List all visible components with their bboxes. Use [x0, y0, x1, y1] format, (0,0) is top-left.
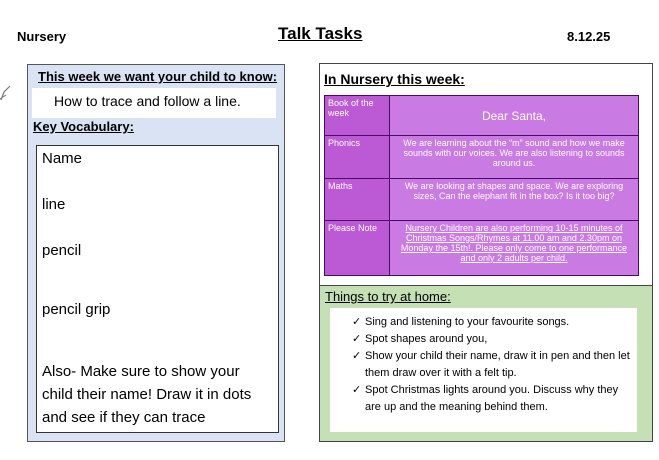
table-row — [325, 179, 639, 221]
row-label: Please Note — [325, 221, 390, 276]
list-item — [352, 331, 637, 348]
home-list — [352, 314, 637, 416]
header-left-label: Nursery — [17, 29, 67, 44]
row-value: Dear Santa, — [390, 96, 639, 136]
vocab-note: Also- Make sure to show your child their name! Draw it in dots and see if they can trace — [42, 363, 252, 426]
list-item-text: Spot shapes around you, — [365, 333, 488, 345]
page-title: Talk Tasks — [278, 24, 363, 43]
table-row — [325, 136, 639, 179]
know-heading: This week we want your child to know: — [38, 69, 278, 84]
vocab-word: pencil — [42, 242, 82, 259]
vocab-heading: Key Vocabulary: — [33, 119, 134, 134]
check-icon: ✓ — [352, 333, 362, 345]
table-row — [325, 221, 639, 276]
row-value: We are looking at shapes and space. We are exploring sizes, Can the elephant fit in the box? Is it too big? — [390, 179, 639, 221]
home-heading: Things to try at home: — [325, 289, 451, 304]
row-label: Book of the week — [325, 96, 390, 136]
row-label: Maths — [325, 179, 390, 221]
list-item — [352, 314, 637, 331]
vocab-word: line — [42, 196, 66, 213]
list-item-text: Spot Christmas lights around you. Discuss why they are up and the meaning behind them. — [365, 384, 619, 413]
please-note-text: Nursery Children are also performing 10-15 minutes of Christmas Songs/Rhymes at 11.00 am and 2.30pm on Monday the 15th!. Please only come to one performance and only 2 adults per child. — [400, 223, 628, 263]
list-item — [352, 348, 637, 382]
week-table — [324, 95, 639, 276]
check-icon: ✓ — [352, 350, 362, 362]
table-row — [325, 96, 639, 136]
row-label: Phonics — [325, 136, 390, 179]
vocab-word: pencil grip — [42, 301, 111, 318]
check-icon: ✓ — [352, 384, 362, 396]
pencil-icon — [0, 84, 12, 102]
row-value: We are learning about the “m” sound and how we make sounds with our voices. We are also listening to sounds around us. — [390, 136, 639, 179]
week-heading: In Nursery this week: — [324, 71, 465, 87]
list-item — [352, 382, 637, 416]
vocab-word: Name — [42, 150, 83, 167]
header-date: 8.12.25 — [567, 29, 611, 44]
list-item-text: Show your child their name, draw it in pen and then let them draw over it with a felt tip. — [365, 350, 630, 379]
row-value — [390, 221, 639, 276]
know-text: How to trace and follow a line. — [54, 93, 241, 109]
check-icon: ✓ — [352, 316, 362, 328]
list-item-text: Sing and listening to your favourite songs. — [365, 316, 570, 328]
